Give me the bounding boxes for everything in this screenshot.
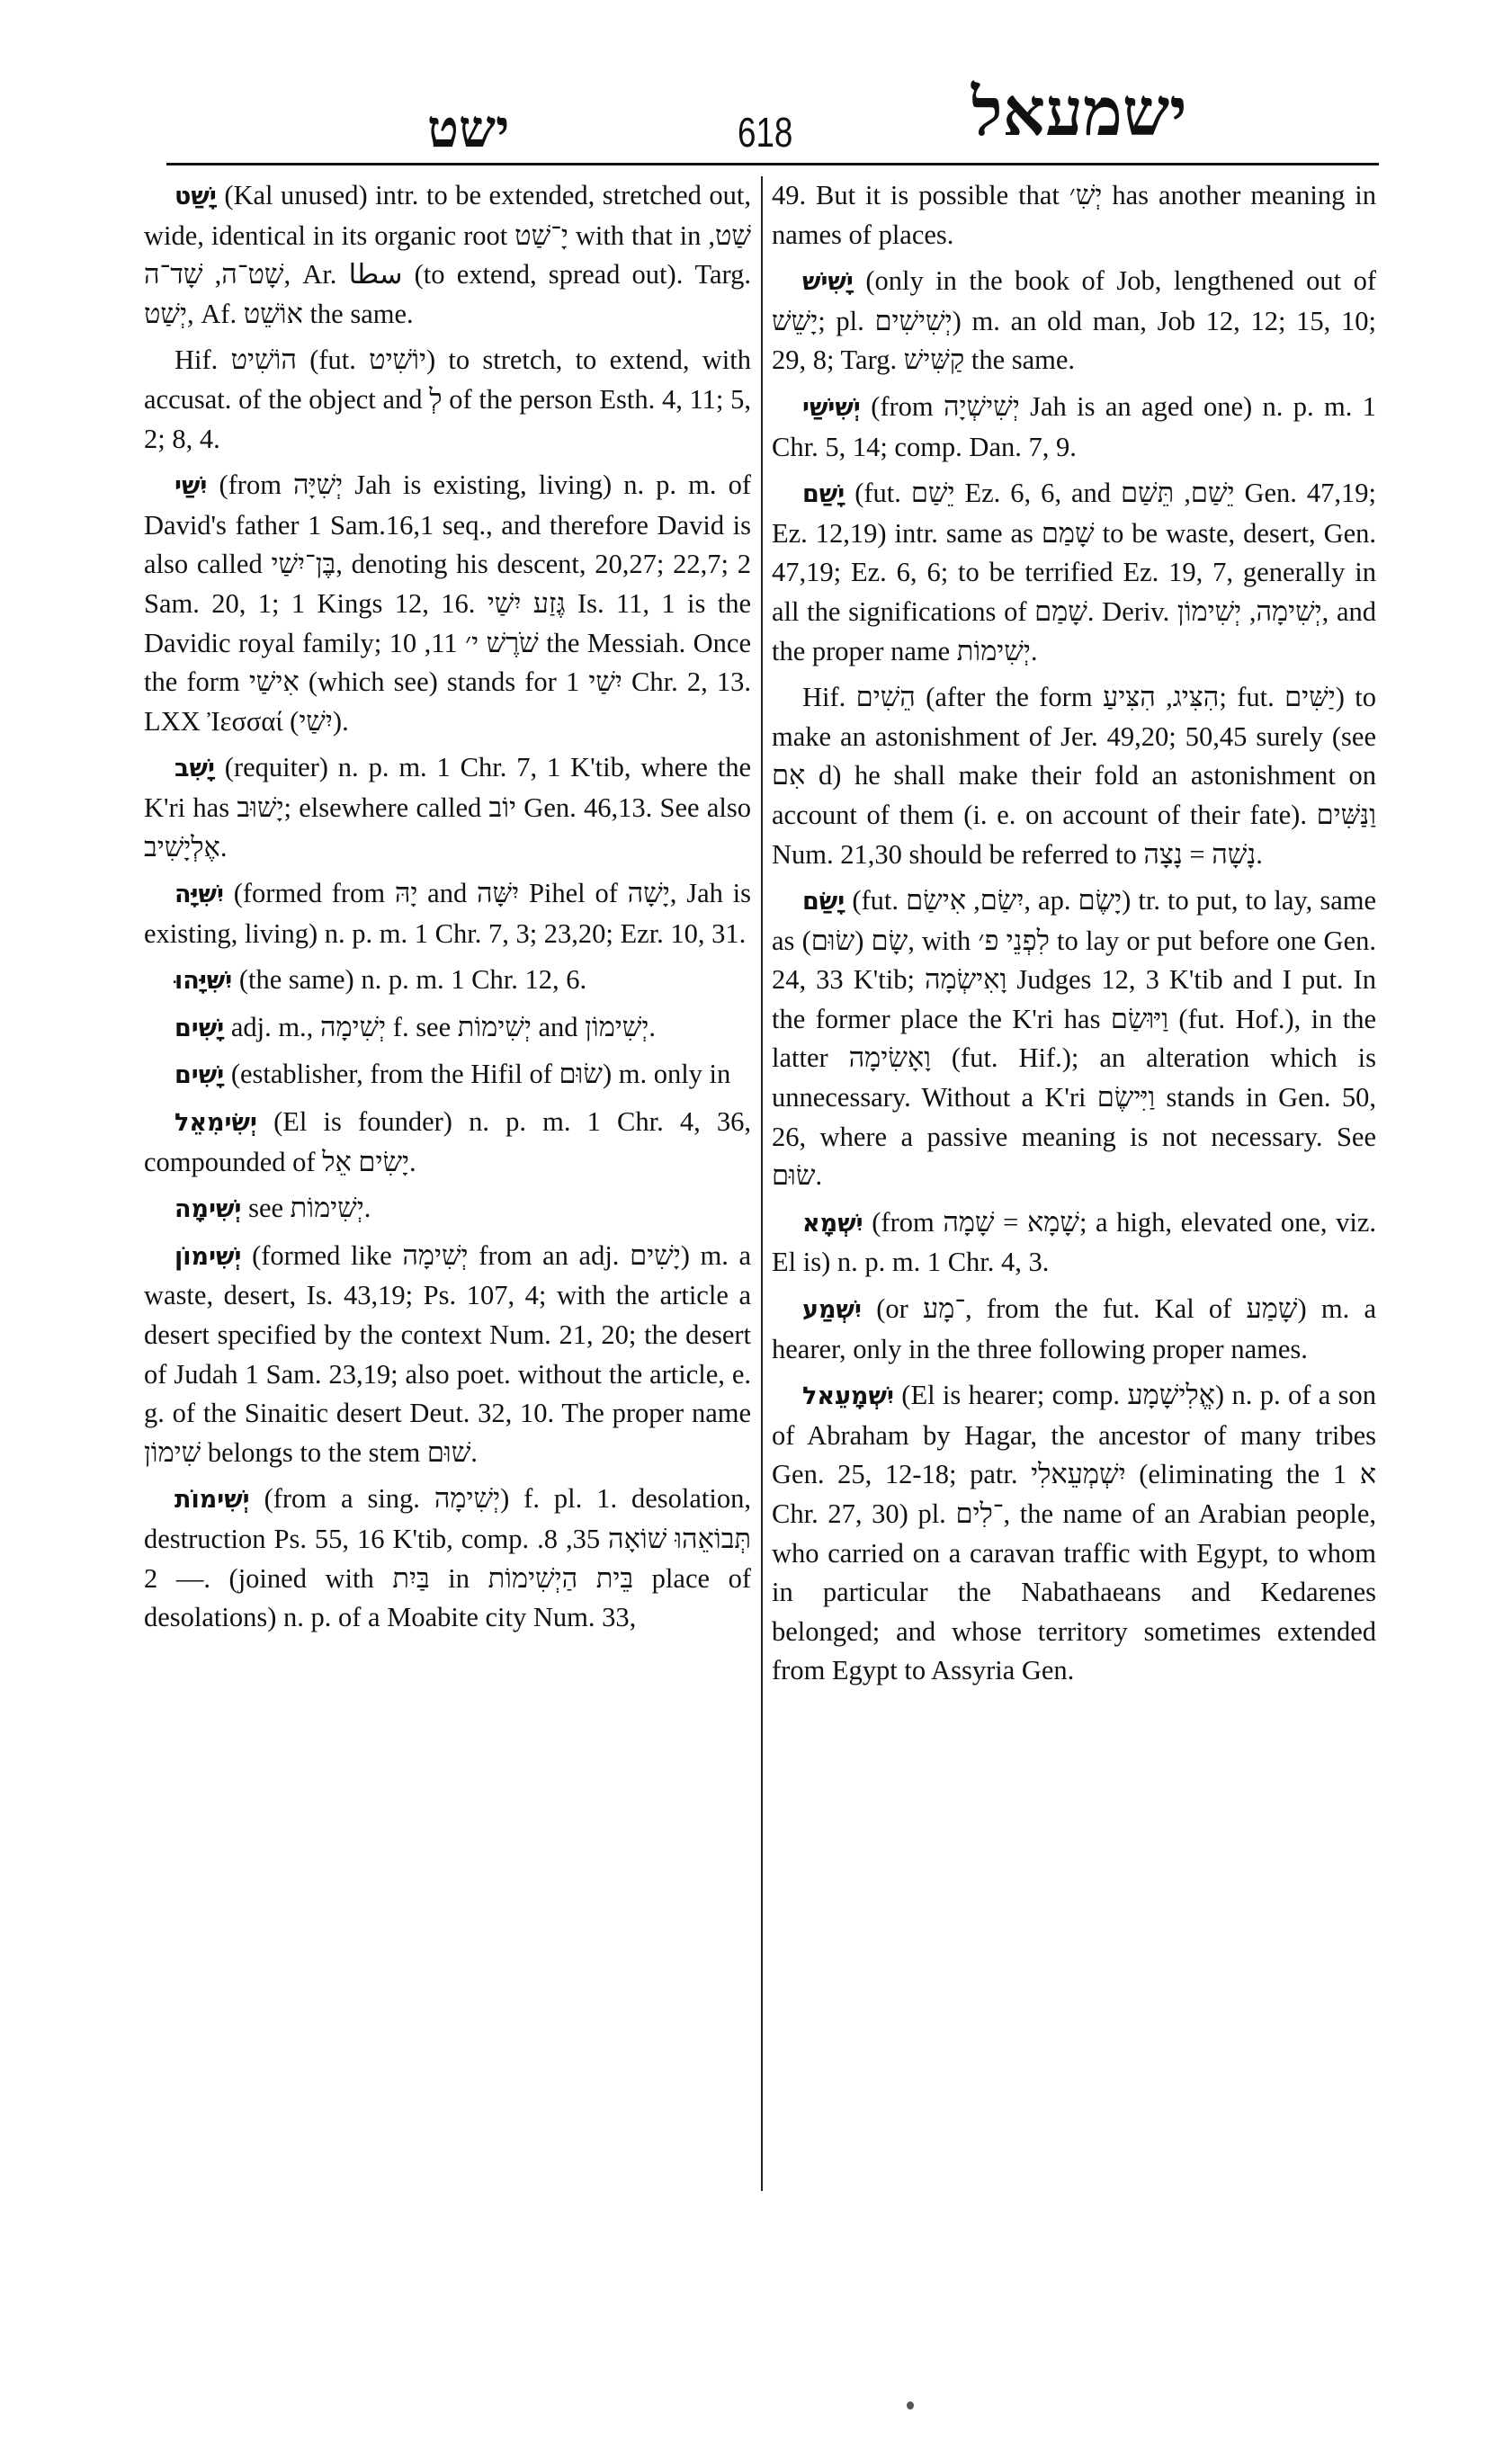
entry-headword: יִשְׁמָא (802, 1209, 863, 1238)
entry-headword: יָשִׁים (174, 1014, 225, 1042)
entry-text: (from יְשִׁיָּה Jah is existing, living) n. p. m. of David's father 1 Sam.16,1 seq., and therefore David is also called בֶּן־יִשַׁי, denoting his descent, 20,27; 22,7; 2 Sam. 20, 1; 1 Kings 12, 16. גֶּזַע יִשַׁי Is. 11, 1 is the Davidic royal family; שֹׁרֶשׁ י׳ 11, 10 the Messiah. Once the form אִישַׁי (which see) stands for יִשַׁי 1 Chr. 2, 13. LXX Ἰεσσαί (יִשַׁי). (144, 469, 751, 737)
print-speck (907, 2401, 914, 2410)
dictionary-entry (144, 1480, 751, 1637)
entry-text: (El is founder) n. p. m. 1 Chr. 4, 36, compounded of יָשִׂים אֵל. (144, 1106, 752, 1177)
dictionary-entry (772, 1376, 1376, 1691)
dictionary-entry (772, 176, 1376, 255)
entry-text: (fut. יִשַׂם, אִישַׂם, ap. יָשֶׂם) tr. to put, to lay, same as שָׂם (שׂוּם), with לִפְנֵי פ׳ to lay or put before one Gen. 24, 33 K'tib; וָאִישְׂמָה Judges 12, 3 K'tib and I put. In the former place the K'ri has וַיּוּשַׂם (fut. Hof.), in the latter וָאָשִׂימָה (fut. Hif.); an alteration which is unnecessary. Without a K'ri וַיִּישֶׂם stands in Gen. 50, 26, where a passive meaning is not necessary. See שׂוּם. (772, 885, 1376, 1192)
entry-text: (El is hearer; comp. אֱלִישָׁמָע) n. p. of a son of Abraham by Hagar, the ancestor of many tribes Gen. 25, 12-18; patr. יִשְׁמְעֵאלִי (eliminating the א 1 Chr. 27, 30) pl. ־לִים, the name of an Arabian people, who carried on a caravan traffic with Egypt, to whom in particular the Nabathaeans and Kedarenes belonged; and whose territory sometimes extended from Egypt to Assyria Gen. (772, 1380, 1377, 1686)
column-divider (761, 176, 763, 2191)
header-rule (166, 163, 1379, 165)
entry-headword: יְשִׁימוֹת (174, 1486, 250, 1515)
entry-text: (formed like יְשִׁימָה from an adj. יָשִׁים) m. a waste, desert, Is. 43,19; Ps. 107, 4; with the article a desert specified by the context Num. 21, 20; the desert of Judah 1 Sam. 23,19; also poet. without the article, e. g. of the Sinaitic desert Deut. 32, 10. The proper name שִׁימוֹן belongs to the stem שׁוּם. (144, 1239, 752, 1468)
entry-text: (from a sing. יְשִׁימָה) f. pl. 1. desolation, destruction Ps. 55, 16 K'tib, comp. תְּבוֹאֵהוּ שׁוֹאָה 35, 8. — 2. (joined with בַּיִת in בֵּית הַיְשִׁימוֹת place of desolations) n. p. of a Moabite city Num. 33, (144, 1483, 752, 1633)
entry-headword: יְשִׁימָה (174, 1195, 242, 1224)
dictionary-entry (144, 1055, 751, 1095)
entry-headword: יְשִׁימוֹן (174, 1242, 242, 1271)
dictionary-entry (144, 1008, 751, 1049)
entry-text: (from שָׁמָא = שָׁמָה; a high, elevated one, viz. El is) n. p. m. 1 Chr. 4, 3. (772, 1206, 1376, 1278)
dictionary-entry (772, 678, 1376, 874)
entry-headword: יִשִּׁיָּה (174, 881, 224, 909)
entry-headword: יִשַׁי (174, 472, 208, 501)
left-column (144, 176, 751, 1645)
dictionary-entry (144, 874, 751, 953)
entry-text: see יְשִׁימוֹת. (248, 1193, 371, 1224)
header-left-guideword: ישט (427, 100, 510, 158)
dictionary-entry (772, 388, 1376, 467)
dictionary-entry (772, 1290, 1376, 1369)
entry-text: (fut. יֵשַׁם Ez. 6, 6, and יֵשַׁם, תֵּשַׁם Gen. 47,19; Ez. 12,19) intr. same as שָׁמַם to be waste, desert, Gen. 47,19; Ez. 6, 6; to be terrified Ez. 19, 7, generally in all the significations of שָׁמַם. Deriv. יְשִׁימָה, יְשִׁימוֹן, and the proper name יְשִׁימוֹת. (772, 478, 1377, 666)
entry-headword: יָשַׁט (174, 183, 217, 210)
entry-text: 49. But it is possible that יְשִׁ׳ has another meaning in names of places. (772, 180, 1376, 250)
entry-headword: יִשְׁמָעֵאל (802, 1382, 894, 1411)
dictionary-entry (772, 1203, 1376, 1283)
dictionary-entry (772, 262, 1376, 380)
entry-headword: יָשִׁב (174, 755, 215, 783)
entry-text: (Kal unused) intr. to be extended, stretched out, wide, identical in its organic root יָ־שַׁט with that in שַׁט, שָׁט־ה, שָׁד־ה, Ar. سطا (to extend, spread out). Targ. יְשַׁט, Af. אוֹשֵׁט the same. (144, 180, 752, 329)
dictionary-entry (144, 1237, 751, 1473)
entry-text: adj. m., יְשִׁימָה f. see יְשִׁימוֹת and יְשִׁימוֹן. (230, 1011, 657, 1042)
entry-text: (the same) n. p. m. 1 Chr. 12, 6. (238, 964, 587, 996)
entry-headword: יָשַׂם (802, 888, 845, 917)
entry-text: (only in the book of Job, lengthened out of יָשֵׁשׁ; pl. יְשִׁישִׁים) m. an old man, Job 12, 12; 15, 10; 29, 8; Targ. קַשִּׁישׁ the same. (772, 265, 1376, 376)
dictionary-entry (144, 466, 751, 741)
entry-text: (from יְשִׁישְׁיָה Jah is an aged one) n. p. m. 1 Chr. 5, 14; comp. Dan. 7, 9. (772, 390, 1377, 462)
entry-headword: יִשִּׁיָּהוּ (174, 967, 233, 996)
entry-headword: יְשִׁישַׁי (802, 393, 861, 422)
dictionary-entry (144, 1189, 751, 1229)
dictionary-entry (144, 341, 751, 459)
dictionary-entry (772, 881, 1376, 1196)
dictionary-entry (144, 748, 751, 867)
entry-text: (formed from יָהּ and יִשָּׁה Pihel of יָשָׁה, Jah is existing, living) n. p. m. 1 Chr. 7, 3; 23,20; Ezr. 10, 31. (144, 878, 751, 949)
entry-text: (establisher, from the Hifil of שׂוּם) m. only in (230, 1059, 731, 1090)
running-header (166, 72, 1376, 162)
dictionary-entry (772, 474, 1376, 671)
entry-text: Hif. הוֹשִׁיט (fut. יוֹשִׁיט) to stretch, to extend, with accusat. of the object and לְ of the person Esth. 4, 11; 5, 2; 8, 4. (144, 344, 751, 454)
entry-text: (or ־מָע, from the fut. Kal of שָׁמַע) m. a hearer, only in the three following proper names. (772, 1293, 1376, 1364)
entry-text: Hif. הֵשִׁים (after the form הִצִּיג, הִצִּיעַ; fut. יַשִּׁים) to make an astonishment of Jer. 49,20; 50,45 surely (see אִם d) he shall make their fold an astonishment on account of them (i. e. on account of their fate). וַנַּשִּׁים Num. 21,30 should be referred to נָשָׁה = נָצָה. (772, 682, 1376, 870)
entry-text: (requiter) n. p. m. 1 Chr. 7, 1 K'tib, where the K'ri has יָשׁוּב; elsewhere called יוֹב Gen. 46,13. See also אֶלְיָשִׁיב. (144, 752, 752, 863)
page-number: 618 (738, 109, 793, 156)
entry-headword: יְשִׂימִאֵל (174, 1109, 257, 1138)
header-right-guideword: ישמעאל (971, 76, 1187, 150)
dictionary-entry (144, 1103, 751, 1182)
right-column (772, 176, 1376, 1698)
entry-headword: יָשִׁים (174, 1061, 225, 1090)
dictionary-entry (144, 961, 751, 1001)
entry-headword: יִשְׁמַע (802, 1296, 862, 1325)
dictionary-entry (144, 176, 751, 334)
entry-headword: יָשַׁם (802, 480, 845, 509)
entry-headword: יָשִׁישׁ (802, 268, 854, 297)
